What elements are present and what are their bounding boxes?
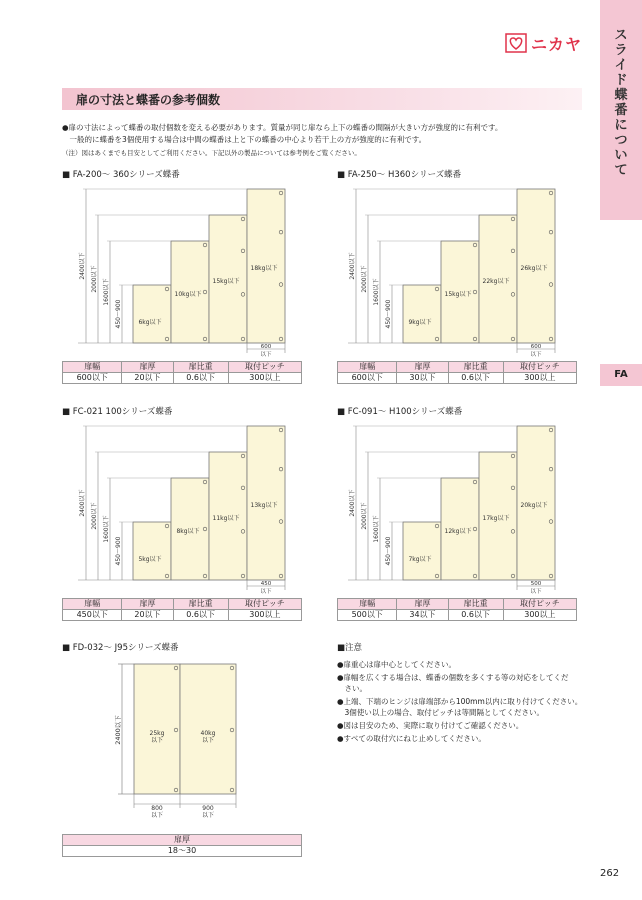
- page-title-bar: [62, 88, 582, 110]
- fd-height-label: 2400以下: [114, 715, 122, 745]
- note-item: ●図は目安のため、実際に取り付けてご確認ください。: [337, 721, 524, 730]
- height-label: 450〜900: [385, 299, 392, 329]
- table-cell: 18〜30: [63, 846, 302, 857]
- weight-label: 8kg以下: [176, 528, 200, 535]
- fd-width-2-sub: 以下: [201, 812, 215, 819]
- width-label: 600: [530, 344, 542, 350]
- section-title-fa250: ■ FA-250〜 H360シリーズ蝶番: [337, 170, 462, 180]
- notes-title: ■注意: [337, 643, 363, 653]
- table-header: 扉幅: [63, 599, 122, 610]
- fd-width-2: 900: [202, 805, 214, 812]
- table-header: 取付ピッチ: [503, 362, 576, 373]
- spec-table-fa200: [62, 361, 302, 384]
- width-sub-label: 以下: [260, 352, 272, 358]
- table-cell: 0.6以下: [448, 610, 503, 621]
- page-title: 扉の寸法と蝶番の参考個数: [76, 93, 221, 107]
- section-title-fc091: ■ FC-091〜 H100シリーズ蝶番: [337, 407, 463, 417]
- section-title-fd032: ■ FD-032〜 J95シリーズ蝶番: [62, 643, 179, 653]
- intro-line-2: 一般的に蝶番を3個使用する場合は中間の蝶番は上と下の蝶番の中心より若干上の方が強度的に有利です。: [62, 135, 427, 144]
- height-label: 2000以下: [361, 265, 368, 293]
- logo-text: ニカヤ: [531, 34, 583, 54]
- table-header: 扉比重: [448, 362, 503, 373]
- fa-tab[interactable]: FA: [600, 364, 642, 386]
- weight-label: 7kg以下: [408, 556, 432, 563]
- height-label: 2400以下: [349, 489, 356, 517]
- fd-door-1: [134, 664, 180, 794]
- width-label: 600: [260, 344, 272, 350]
- width-label: 500: [530, 581, 542, 587]
- note-item: さい。: [337, 684, 367, 693]
- height-label: 2000以下: [91, 265, 98, 293]
- note-item: 3個使い以上の場合、取付ピッチは等間隔としてください。: [337, 708, 544, 717]
- side-tab-label: ス ラ イ ド 蝶 番 に つ い て: [614, 28, 628, 178]
- table-header: 扉幅: [63, 362, 122, 373]
- diagram-fa250: [348, 183, 573, 358]
- table-cell: 0.6以下: [173, 610, 228, 621]
- table-header: 扉厚: [63, 835, 302, 846]
- weight-label: 12kg以下: [444, 528, 472, 535]
- height-label: 1600以下: [373, 278, 380, 306]
- weight-label: 9kg以下: [408, 319, 432, 326]
- table-cell: 300以上: [503, 373, 576, 384]
- notes-block: [337, 641, 582, 744]
- door-panel: [133, 285, 171, 343]
- brand-logo: [505, 33, 582, 53]
- weight-label: 20kg以下: [520, 502, 548, 509]
- section-title-fa200: ■ FA-200〜 360シリーズ蝶番: [62, 170, 180, 180]
- weight-label: 26kg以下: [520, 265, 548, 272]
- weight-label: 17kg以下: [482, 515, 510, 522]
- table-header: 扉厚: [397, 362, 448, 373]
- table-header: 扉比重: [173, 362, 228, 373]
- note-item: ●扉重心は扉中心としてください。: [337, 660, 457, 669]
- table-cell: 20以下: [122, 610, 173, 621]
- fd-weight-2-sub: 以下: [201, 737, 215, 744]
- table-header: 扉幅: [338, 599, 397, 610]
- intro-line-1: ●扉の寸法によって蝶番の取付個数を変える必要があります。質量が同じ扉なら上下の蝶番の間隔が大きい方が強度的に有利です。: [62, 123, 503, 132]
- height-label: 2000以下: [361, 502, 368, 530]
- height-label: 2400以下: [349, 252, 356, 280]
- table-header: 扉厚: [122, 599, 173, 610]
- height-label: 1600以下: [373, 515, 380, 543]
- table-cell: 20以下: [122, 373, 173, 384]
- height-label: 2000以下: [91, 502, 98, 530]
- diagram-fa200: [78, 183, 303, 358]
- width-label: 450: [260, 581, 272, 587]
- weight-label: 22kg以下: [482, 278, 510, 285]
- fd-weight-1-sub: 以下: [150, 737, 164, 744]
- weight-label: 18kg以下: [250, 265, 278, 272]
- diagram-fd032: [110, 658, 240, 828]
- fd-width-1-sub: 以下: [150, 812, 164, 819]
- spec-table-fc021: [62, 598, 302, 621]
- spec-table-fa250: [337, 361, 577, 384]
- table-cell: 300以上: [228, 373, 301, 384]
- table-header: 扉厚: [397, 599, 448, 610]
- fd-width-1: 800: [151, 805, 163, 812]
- table-cell: 500以下: [338, 610, 397, 621]
- table-cell: 0.6以下: [173, 373, 228, 384]
- table-header: 扉幅: [338, 362, 397, 373]
- table-cell: 600以下: [63, 373, 122, 384]
- intro-note: （注）図はあくまでも目安としてご利用ください。下記以外の製品については参考例をご覧ください。: [62, 149, 361, 157]
- table-cell: 600以下: [338, 373, 397, 384]
- note-item: ●扉幅を広くする場合は、蝶番の個数を多くする等の対応をしてくだ: [337, 673, 569, 682]
- width-sub-label: 以下: [530, 589, 542, 595]
- door-panel: [403, 285, 441, 343]
- width-sub-label: 以下: [260, 589, 272, 595]
- table-cell: 30以下: [397, 373, 448, 384]
- table-header: 取付ピッチ: [503, 599, 576, 610]
- note-item: ●上端、下端のヒンジは扉端部から100mm以内に取り付けてください。: [337, 697, 583, 706]
- table-cell: 450以下: [63, 610, 122, 621]
- weight-label: 15kg以下: [444, 291, 472, 298]
- weight-label: 5kg以下: [138, 556, 162, 563]
- spec-table-fc091: [337, 598, 577, 621]
- door-panel: [403, 522, 441, 580]
- page-number: 262: [600, 868, 620, 879]
- height-label: 1600以下: [103, 515, 110, 543]
- height-label: 450〜900: [115, 299, 122, 329]
- height-label: 2400以下: [79, 252, 86, 280]
- height-label: 1600以下: [103, 278, 110, 306]
- table-header: 扉厚: [122, 362, 173, 373]
- weight-label: 6kg以下: [138, 319, 162, 326]
- height-label: 450〜900: [115, 536, 122, 566]
- table-cell: 34以下: [397, 610, 448, 621]
- weight-label: 15kg以下: [212, 278, 240, 285]
- door-panel: [133, 522, 171, 580]
- note-item: ●すべての取付穴にねじ止めしてください。: [337, 734, 486, 743]
- diagram-fc091: [348, 420, 573, 595]
- table-header: 取付ピッチ: [228, 362, 301, 373]
- side-tab: [600, 0, 642, 220]
- weight-label: 13kg以下: [250, 502, 278, 509]
- table-header: 扉比重: [173, 599, 228, 610]
- heart-logo-icon: [505, 33, 527, 53]
- fd-door-2: [180, 664, 236, 794]
- width-sub-label: 以下: [530, 352, 542, 358]
- weight-label: 10kg以下: [174, 291, 202, 298]
- diagram-fc021: [78, 420, 303, 595]
- spec-table-fd032: [62, 834, 302, 857]
- table-header: 扉比重: [448, 599, 503, 610]
- section-title-fc021: ■ FC-021 100シリーズ蝶番: [62, 407, 173, 417]
- height-label: 2400以下: [79, 489, 86, 517]
- weight-label: 11kg以下: [212, 515, 240, 522]
- table-header: 取付ピッチ: [228, 599, 301, 610]
- fd-weight-1: 25kg: [149, 730, 165, 737]
- table-cell: 300以上: [503, 610, 576, 621]
- table-cell: 0.6以下: [448, 373, 503, 384]
- height-label: 450〜900: [385, 536, 392, 566]
- fd-weight-2: 40kg: [200, 730, 216, 737]
- table-cell: 300以上: [228, 610, 301, 621]
